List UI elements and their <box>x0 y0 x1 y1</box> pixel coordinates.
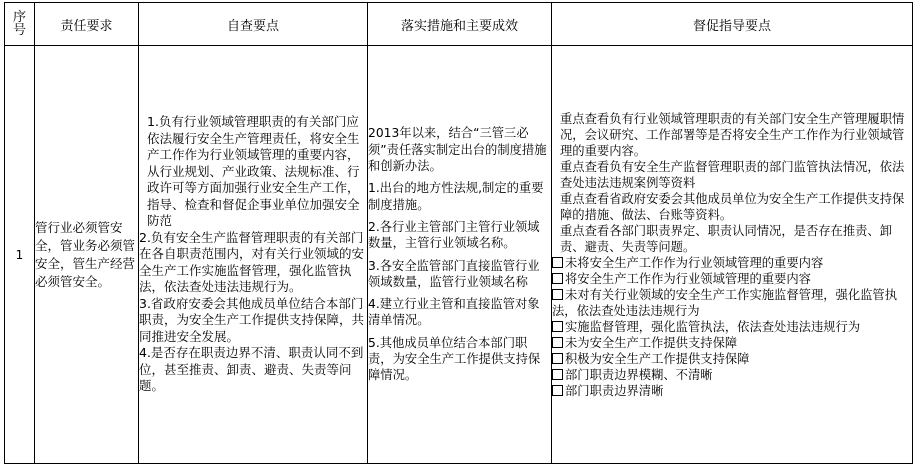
checkbox-icon[interactable] <box>552 369 563 380</box>
self-check-item: 4.是否存在职责边界不清、职责认同不到位，甚至推责、卸责、避责、失责等问题。 <box>139 345 364 394</box>
row-requirement: 管行业必须管安全，管业务必须管安全，管生产经营必须管安全。 <box>35 46 139 464</box>
checkbox-option[interactable] <box>552 271 912 287</box>
checkbox-label: 实施监督管理，强化监管执法，依法查处违法违规行为 <box>565 319 861 334</box>
measures-item: 3.各安全监管部门直接监管行业领域数量，监管行业领域名称 <box>368 258 540 289</box>
supervision-point: 重点查看各部门职责界定、职责认同情况，是否存在推责、卸责、避责、失责等问题。 <box>560 223 893 254</box>
supervision-point: 重点查看省政府安委会其他成员单位为安全生产工作提供支持保障的措施、做法、台账等资料。 <box>560 191 905 222</box>
checkbox-option[interactable] <box>552 351 912 367</box>
checkbox-option[interactable] <box>552 255 912 271</box>
table-header-row <box>5 3 913 46</box>
measures-intro: 2013年以来，结合“三管三必须”责任落实制定出台的制度措施和创新办法。 <box>368 126 547 174</box>
supervision-point: 重点查看负有安全生产监督管理职责的部门监管执法情况，依法查处违法违规案例等资料 <box>560 159 905 190</box>
measures-item: 4.建立行业主管和直接监管对象清单情况。 <box>368 297 540 328</box>
header-seq <box>5 3 35 46</box>
measures-item: 2.各行业主管部门主管行业领域数量，主管行业领域名称。 <box>368 219 540 251</box>
checkbox-label: 部门职责边界清晰 <box>565 383 664 398</box>
responsibility-table <box>4 2 913 464</box>
checkbox-icon[interactable] <box>552 321 563 332</box>
header-requirement: 责任要求 <box>35 3 139 46</box>
row-measures <box>368 46 552 464</box>
row-self-check <box>139 46 368 464</box>
self-check-item: 2.负有安全生产监督管理职责的有关部门在各自职责范围内，对有关行业领域的安全生产工作实施监督管理，强化监管执法，依法查处违法违规行为。 <box>139 229 365 295</box>
checkbox-label: 未为安全生产工作提供支持保障 <box>565 335 738 350</box>
measures-item: 1.出台的地方性法规,制定的重要制度措施。 <box>368 181 544 212</box>
header-seq-char: 号 <box>12 23 26 38</box>
checkbox-icon[interactable] <box>552 353 563 364</box>
checkbox-icon[interactable] <box>552 337 563 348</box>
row-supervision <box>552 46 913 464</box>
self-check-item: 3.省政府安委会其他成员单位结合本部门职责，为安全生产工作提供支持保障，共同推进安全发展。 <box>139 295 365 344</box>
checkbox-label: 未对有关行业领域的安全生产工作实施监督管理，强化监管执法，依法查处违法违规行为 <box>552 287 898 318</box>
header-supervision: 督促指导要点 <box>552 3 913 46</box>
table-row <box>5 46 913 464</box>
checkbox-icon[interactable] <box>552 257 563 268</box>
measures-item: 5.其他成员单位结合本部门职责，为安全生产工作提供支持保障情况。 <box>368 335 541 383</box>
checkbox-label: 积极为安全生产工作提供支持保障 <box>565 351 750 366</box>
row-seq: 1 <box>5 46 35 464</box>
checkbox-option[interactable] <box>552 383 912 399</box>
checkbox-label: 部门职责边界模糊、不清晰 <box>565 367 713 382</box>
header-self-check: 自查要点 <box>139 3 368 46</box>
self-check-item: 1.负有行业领域管理职责的有关部门应依法履行安全生产管理责任，将安全生产工作作为行业领域管理的重要内容，从行业规划、产业政策、法规标准、行政许可等方面加强行业安全生产工作，指导、检查和督促企事业单位加强安全防范 <box>147 114 360 229</box>
header-seq-char: 序 <box>12 10 26 25</box>
header-seq-label <box>5 11 34 37</box>
checkbox-label: 未将安全生产工作作为行业领域管理的重要内容 <box>565 255 824 270</box>
checkbox-label: 将安全生产工作作为行业领域管理的重要内容 <box>565 271 811 286</box>
checkbox-option[interactable] <box>552 287 912 319</box>
checkbox-icon[interactable] <box>552 385 563 396</box>
checkbox-option[interactable] <box>552 367 912 383</box>
checkbox-icon[interactable] <box>552 289 563 300</box>
header-measures: 落实措施和主要成效 <box>368 3 552 46</box>
checkbox-option[interactable] <box>552 319 912 335</box>
checkbox-icon[interactable] <box>552 273 563 284</box>
checkbox-option[interactable] <box>552 335 912 351</box>
supervision-point: 重点查看负有行业领域管理职责的有关部门安全生产管理履职情况，会议研究、工作部署等是否将安全生产工作作为行业领域管理的重要内容。 <box>560 111 905 158</box>
